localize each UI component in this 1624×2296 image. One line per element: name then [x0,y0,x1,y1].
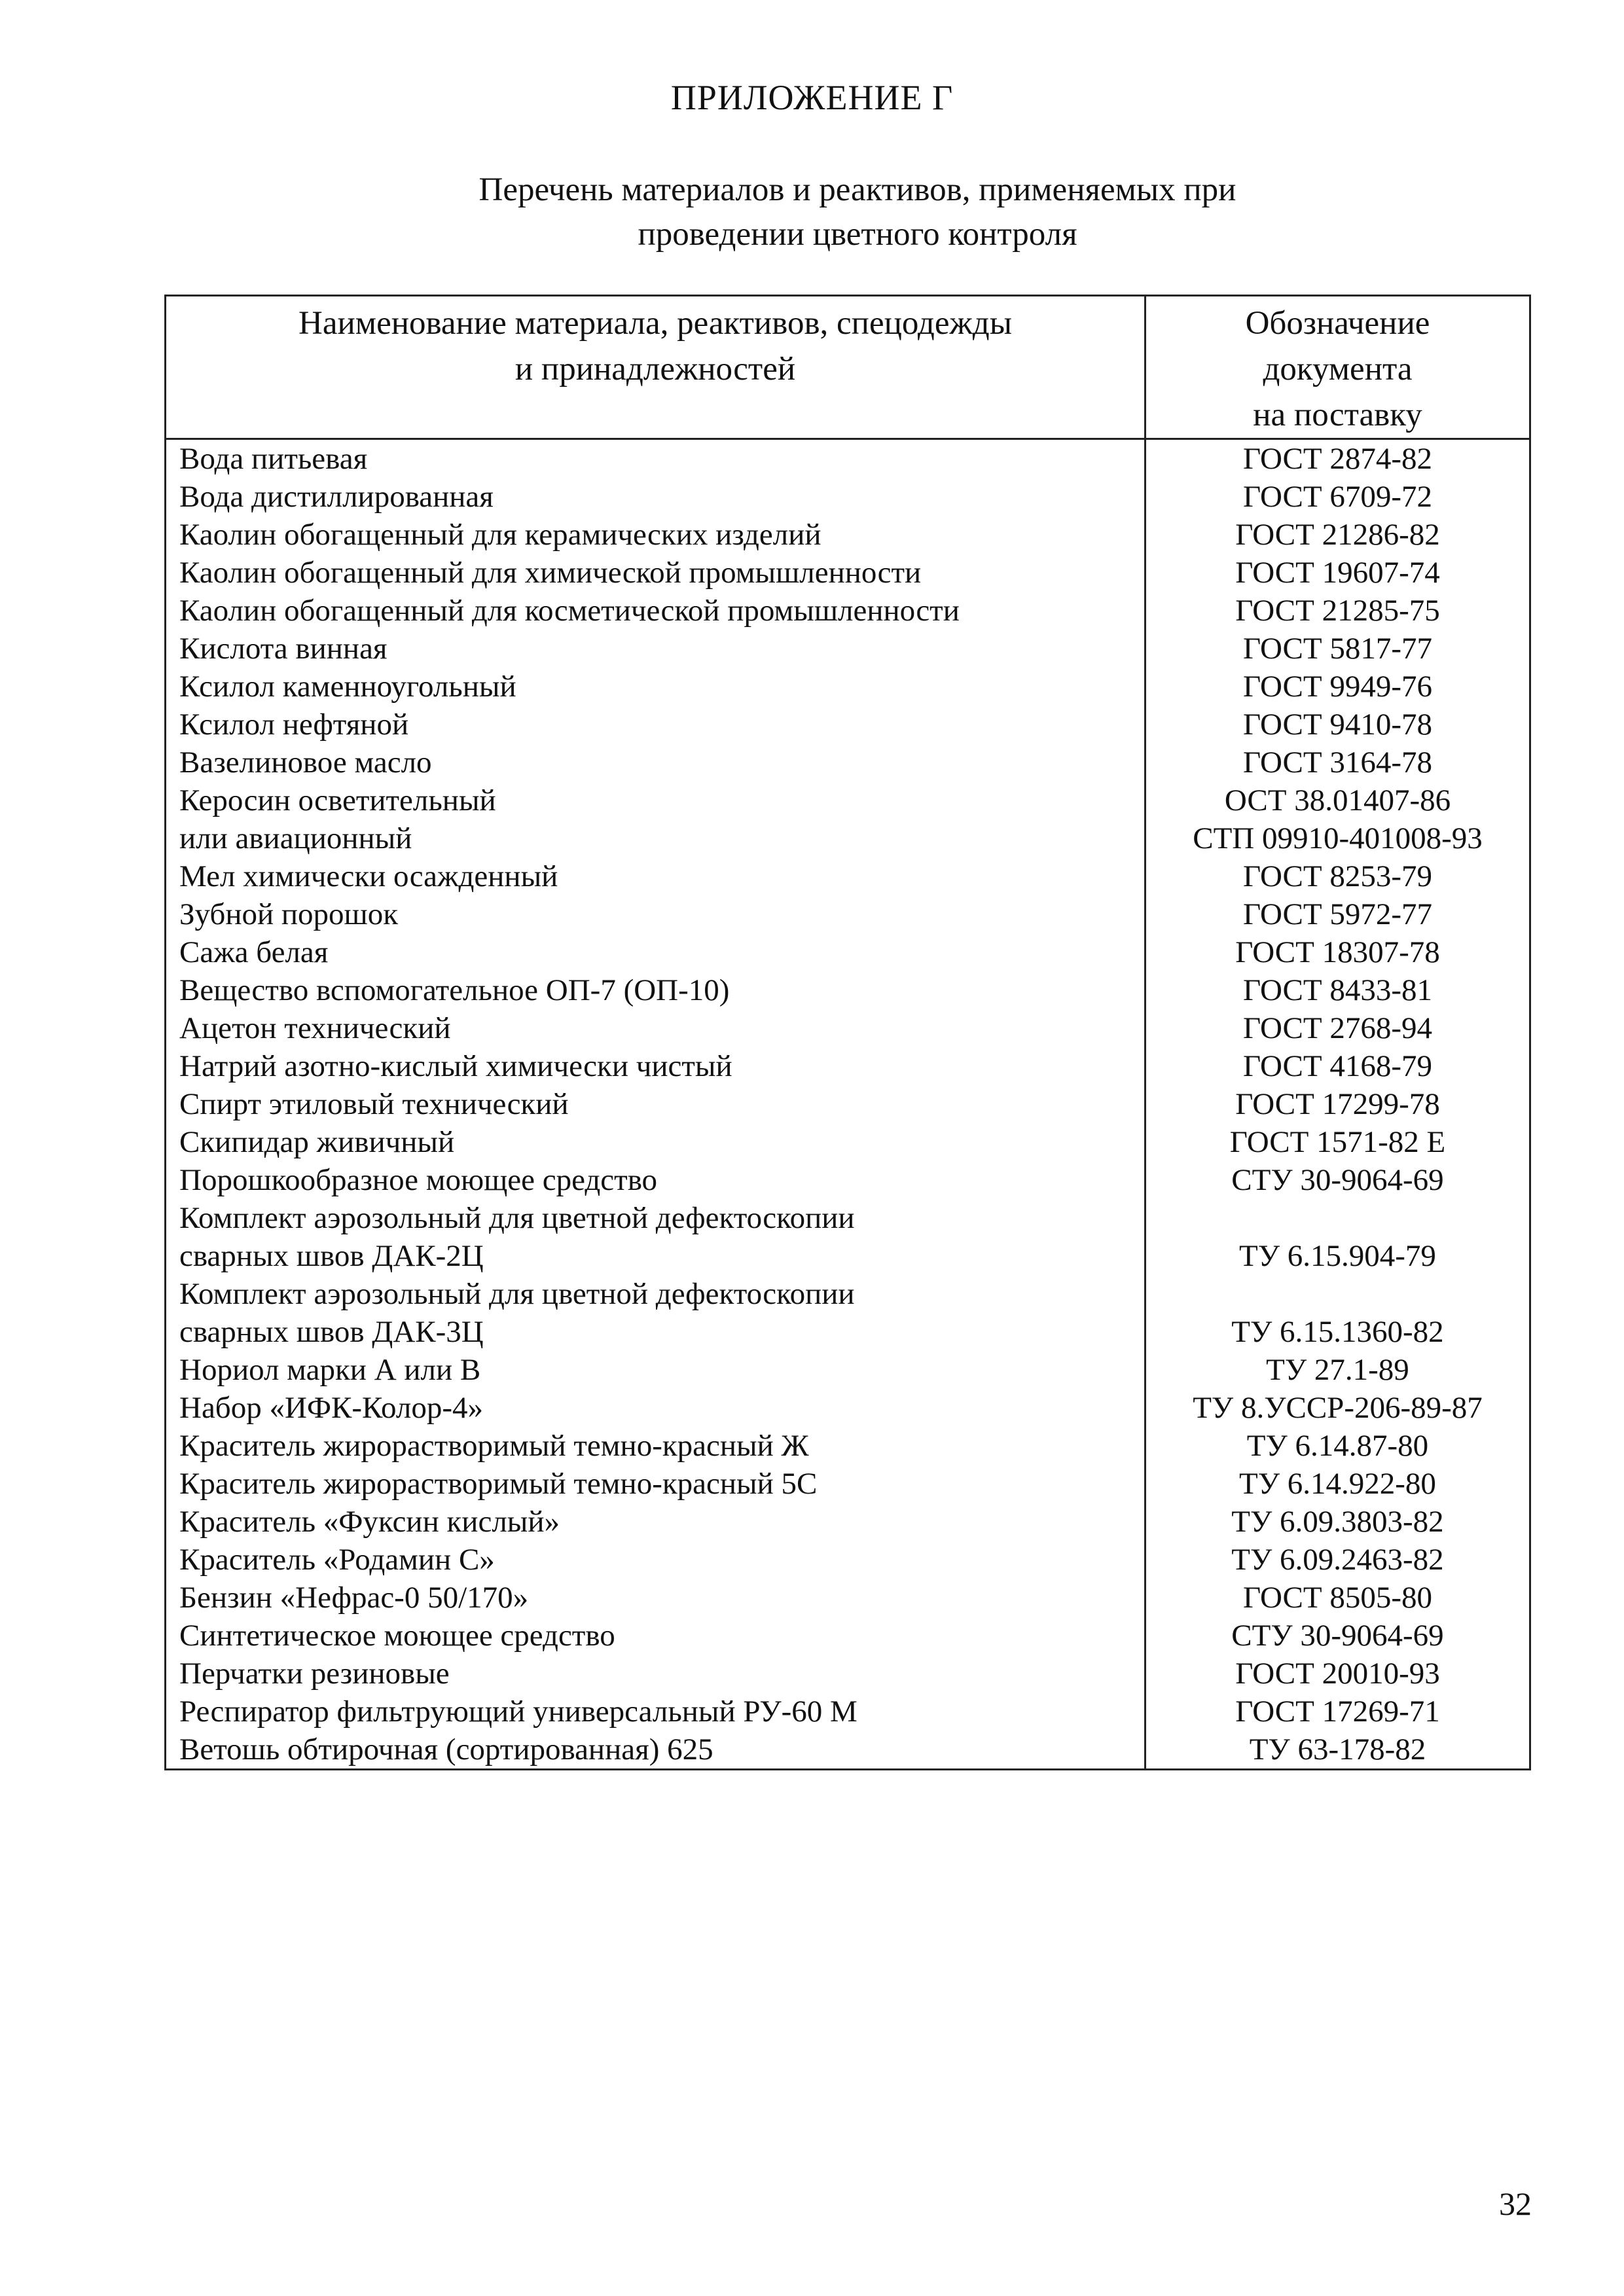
table-row [166,744,1530,781]
table-row [166,1351,1530,1389]
table-row [166,1503,1530,1541]
material-name-cell: Ацетон технический [166,1009,1146,1047]
table-row [166,1047,1530,1085]
document-cell: ГОСТ 6709-72 [1146,478,1530,516]
table-row [166,630,1530,668]
table-row [166,895,1530,933]
document-cell: ГОСТ 9949-76 [1146,668,1530,706]
document-cell: ГОСТ 2874-82 [1146,439,1530,478]
material-name-cell: Ксилол каменноугольный [166,668,1146,706]
material-name-cell: Комплект аэрозольный для цветной дефектоскопии [166,1275,1146,1313]
table-row [166,1009,1530,1047]
document-cell: ГОСТ 5972-77 [1146,895,1530,933]
document-cell: ТУ 6.09.2463-82 [1146,1541,1530,1579]
table-row [166,668,1530,706]
table-row [166,1693,1530,1731]
table-row [166,971,1530,1009]
table-row [166,1617,1530,1655]
material-name-cell: Перчатки резиновые [166,1655,1146,1693]
material-name-cell: Ветошь обтирочная (сортированная) 625 [166,1731,1146,1770]
document-cell: ГОСТ 3164-78 [1146,744,1530,781]
table-row [166,1427,1530,1465]
document-cell: ТУ 63-178-82 [1146,1731,1530,1770]
table-row [166,439,1530,478]
document-cell: ТУ 27.1-89 [1146,1351,1530,1389]
material-name-cell: Кислота винная [166,630,1146,668]
page-number: 32 [1499,2185,1532,2222]
table-row [166,1389,1530,1427]
document-cell: ТУ 6.09.3803-82 [1146,1503,1530,1541]
table-row [166,592,1530,630]
material-name-cell: Краситель жирорастворимый темно-красный Ж [166,1427,1146,1465]
material-name-cell: Респиратор фильтрующий универсальный РУ-60 М [166,1693,1146,1731]
document-cell: ГОСТ 9410-78 [1146,706,1530,744]
material-name-cell: Каолин обогащенный для керамических изделий [166,516,1146,554]
document-cell: ТУ 6.14.87-80 [1146,1427,1530,1465]
document-cell: ГОСТ 5817-77 [1146,630,1530,668]
document-cell: ГОСТ 4168-79 [1146,1047,1530,1085]
material-name-cell: Каолин обогащенный для химической промышленности [166,554,1146,592]
document-cell: СТП 09910-401008-93 [1146,819,1530,857]
material-name-cell: Комплект аэрозольный для цветной дефектоскопии [166,1199,1146,1237]
material-name-cell: Ксилол нефтяной [166,706,1146,744]
material-name-cell: Натрий азотно-кислый химически чистый [166,1047,1146,1085]
material-name-cell: Вода дистиллированная [166,478,1146,516]
material-name-cell: Скипидар живичный [166,1123,1146,1161]
material-name-cell: Каолин обогащенный для косметической промышленности [166,592,1146,630]
table-row [166,781,1530,819]
document-cell: СТУ 30-9064-69 [1146,1617,1530,1655]
material-name-cell: Вещество вспомогательное ОП-7 (ОП-10) [166,971,1146,1009]
document-cell: ГОСТ 8505-80 [1146,1579,1530,1617]
document-cell: ГОСТ 8433-81 [1146,971,1530,1009]
materials-table [164,295,1531,1770]
header-document-line-2: документа [1263,351,1413,387]
header-document-line-1: Обозначение [1245,305,1430,342]
material-name-cell: Вазелиновое масло [166,744,1146,781]
table-row [166,1465,1530,1503]
table-row [166,933,1530,971]
material-name-cell: Зубной порошок [166,895,1146,933]
document-cell: ТУ 6.15.1360-82 [1146,1313,1530,1351]
table-row [166,819,1530,857]
material-name-cell: Синтетическое моющее средство [166,1617,1146,1655]
document-cell [1146,1199,1530,1237]
document-cell: ГОСТ 17269-71 [1146,1693,1530,1731]
appendix-title: ПРИЛОЖЕНИЕ Г [670,78,954,117]
table-row [166,1655,1530,1693]
document-cell: ГОСТ 21285-75 [1146,592,1530,630]
material-name-cell: Краситель «Родамин С» [166,1541,1146,1579]
table-row [166,1085,1530,1123]
material-name-cell: Краситель жирорастворимый темно-красный 5С [166,1465,1146,1503]
document-cell: ТУ 6.14.922-80 [1146,1465,1530,1503]
material-name-cell: Краситель «Фуксин кислый» [166,1503,1146,1541]
document-cell: ГОСТ 8253-79 [1146,857,1530,895]
document-cell: ГОСТ 1571-82 Е [1146,1123,1530,1161]
table-row [166,1731,1530,1770]
table-row [166,554,1530,592]
material-name-cell: Сажа белая [166,933,1146,971]
document-cell [1146,1275,1530,1313]
material-name-cell: сварных швов ДАК-3Ц [166,1313,1146,1351]
material-name-cell: Порошкообразное моющее средство [166,1161,1146,1199]
table-row [166,478,1530,516]
document-cell: ТУ 8.УССР-206-89-87 [1146,1389,1530,1427]
table-row [166,1275,1530,1313]
header-document-line-3: на поставку [1253,397,1422,433]
material-name-cell: Мел химически осажденный [166,857,1146,895]
materials-table-body [166,439,1530,1770]
material-name-cell: Набор «ИФК-Колор-4» [166,1389,1146,1427]
table-row [166,857,1530,895]
table-row [166,1541,1530,1579]
header-material-name-line-1: Наименование материала, реактивов, спецодежды [298,305,1012,342]
table-row [166,1199,1530,1237]
material-name-cell: Вода питьевая [166,439,1146,478]
table-row [166,1579,1530,1617]
header-document [1146,296,1530,439]
list-title [353,168,1362,257]
document-cell: ОСТ 38.01407-86 [1146,781,1530,819]
document-cell: ГОСТ 20010-93 [1146,1655,1530,1693]
document-cell: СТУ 30-9064-69 [1146,1161,1530,1199]
material-name-cell: Нориол марки А или В [166,1351,1146,1389]
material-name-cell: Керосин осветительный [166,781,1146,819]
document-cell: ГОСТ 2768-94 [1146,1009,1530,1047]
document-cell: ГОСТ 21286-82 [1146,516,1530,554]
document-cell: ГОСТ 19607-74 [1146,554,1530,592]
document-cell: ГОСТ 17299-78 [1146,1085,1530,1123]
table-row [166,1237,1530,1275]
list-title-line-1: Перечень материалов и реактивов, применяемых при [478,171,1236,208]
table-row [166,1123,1530,1161]
table-row [166,1313,1530,1351]
material-name-cell: Спирт этиловый технический [166,1085,1146,1123]
table-row [166,706,1530,744]
list-title-line-2: проведении цветного контроля [638,216,1077,253]
header-material-name [166,296,1146,439]
header-material-name-line-2: и принадлежностей [514,351,796,387]
material-name-cell: Бензин «Нефрас-0 50/170» [166,1579,1146,1617]
material-name-cell: или авиационный [166,819,1146,857]
table-row [166,1161,1530,1199]
table-row [166,516,1530,554]
document-cell: ГОСТ 18307-78 [1146,933,1530,971]
document-cell: ТУ 6.15.904-79 [1146,1237,1530,1275]
table-header-row [166,296,1530,439]
material-name-cell: сварных швов ДАК-2Ц [166,1237,1146,1275]
